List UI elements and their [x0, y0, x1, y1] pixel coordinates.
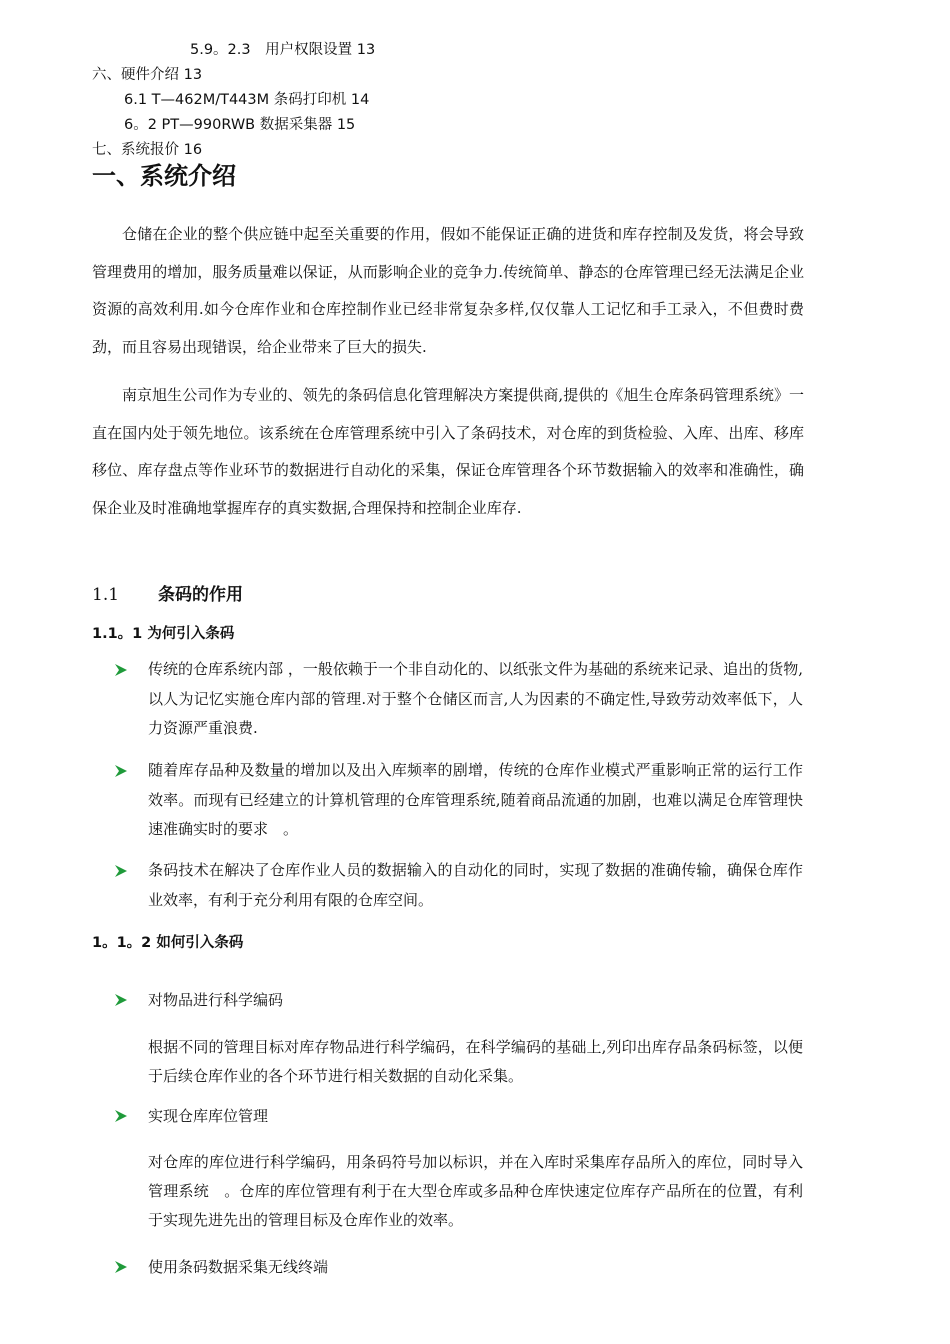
sub-subsection-heading: 1。1。2 如何引入条码: [92, 935, 244, 951]
subsection-heading: [92, 583, 243, 607]
toc-entry: 5.9。2.3 用户权限设置 13: [190, 42, 376, 58]
bullet-text: 随着库存品种及数量的增加以及出入库频率的剧增，传统的仓库作业模式严重影响正常的运行工作效率。而现有已经建立的计算机管理的仓库管理系统,随着商品流通的加剧，也难以满足仓库管理快速准确实时的要求 。: [148, 761, 803, 838]
bullet-text: 传统的仓库系统内部 ，一般依赖于一个非自动化的、以纸张文件为基础的系统来记录、追出的货物,以人为记忆实施仓库内部的管理.对于整个仓储区而言,人为因素的不确定性,导致劳动效率低下，人力资源严重浪费.: [148, 660, 803, 737]
arrow-bullet-icon: [114, 764, 128, 778]
subsection-title: 条码的作用: [158, 585, 243, 605]
paragraph: 仓储在企业的整个供应链中起至关重要的作用，假如不能保证正确的进货和库存控制及发货，将会导致管理费用的增加，服务质量难以保证，从而影响企业的竞争力.传统简单、静态的仓库管理已经无法满足企业资源的高效利用.如今仓库作业和仓库控制作业已经非常复杂多样,仅仅靠人工记忆和手工录入，不但费时费劲，而且容易出现错误，给企业带来了巨大的损失.: [92, 225, 804, 356]
arrow-bullet-icon: [114, 864, 128, 878]
toc-entry: 六、硬件介绍 13: [92, 67, 203, 83]
section-heading: 一、系统介绍: [92, 162, 236, 190]
item-label: 对物品进行科学编码: [148, 991, 284, 1009]
toc-entry: 七、系统报价 16: [92, 142, 203, 158]
item-label: 使用条码数据采集无线终端: [148, 1258, 329, 1276]
bullet-text: 条码技术在解决了仓库作业人员的数据输入的自动化的同时，实现了数据的准确传输，确保仓库作业效率，有利于充分利用有限的仓库空间。: [148, 861, 803, 909]
item-label: 实现仓库库位管理: [148, 1107, 269, 1125]
toc-entry: 6.1 T—462M/T443M 条码打印机 14: [124, 92, 370, 108]
arrow-bullet-icon: [114, 1260, 128, 1274]
item-description: 根据不同的管理目标对库存物品进行科学编码，在科学编码的基础上,列印出库存品条码标签，以便于后续仓库作业的各个环节进行相关数据的自动化采集。: [148, 1038, 803, 1085]
arrow-bullet-icon: [114, 663, 128, 677]
arrow-bullet-icon: [114, 1109, 128, 1123]
arrow-bullet-icon: [114, 993, 128, 1007]
toc-entry: 6。2 PT—990RWB 数据采集器 15: [124, 117, 356, 133]
sub-subsection-heading: 1.1。1 为何引入条码: [92, 626, 235, 642]
paragraph: 南京旭生公司作为专业的、领先的条码信息化管理解决方案提供商,提供的《旭生仓库条码管理系统》一直在国内处于领先地位。该系统在仓库管理系统中引入了条码技术，对仓库的到货检验、入库、出库、移库移位、库存盘点等作业环节的数据进行自动化的采集，保证仓库管理各个环节数据输入的效率和准确性，确保企业及时准确地掌握库存的真实数据,合理保持和控制企业库存.: [92, 386, 804, 517]
item-description: 对仓库的库位进行科学编码，用条码符号加以标识，并在入库时采集库存品所入的库位，同时导入管理系统 。仓库的库位管理有利于在大型仓库或多品种仓库快速定位库存产品所在的位置，有利于实现先进先出的管理目标及仓库作业的效率。: [148, 1153, 803, 1229]
subsection-number: 1.1: [92, 585, 120, 605]
